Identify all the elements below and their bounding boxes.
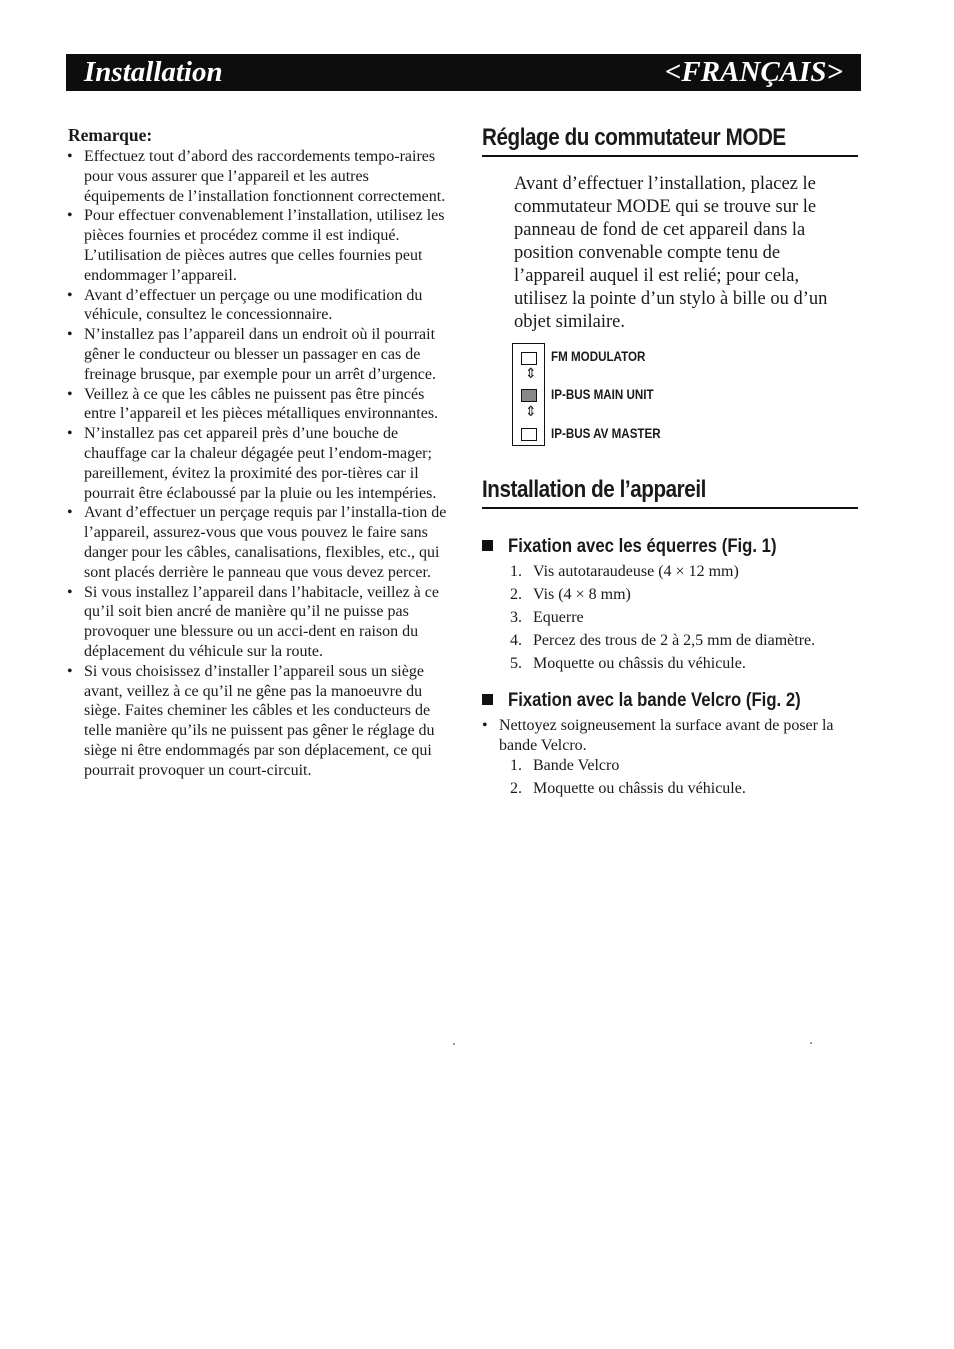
list-item: • Si vous choisissez d’installer l’appareil sous un siège avant, veillez à ce qu’il ne gêne pas la manoeuvre du siège. Faites cheminer les câbles et les conducteurs de telle manière qu’ils ne puissent pas gêner le réglage du siège ni être endommagés par son déplacement, ce qui pourrait provoquer un court-circuit.: [67, 662, 435, 779]
switch-position-box: [521, 352, 537, 365]
switch-label-ip-bus-av-master: IP-BUS AV MASTER: [551, 426, 661, 441]
header-bar: [66, 54, 861, 91]
mode-heading: Réglage du commutateur MODE: [482, 124, 858, 157]
list-item: 5. Moquette ou châssis du véhicule.: [510, 655, 746, 672]
install-heading: Installation de l’appareil: [482, 476, 858, 509]
list-item: 4. Percez des trous de 2 à 2,5 mm de diamètre.: [510, 632, 816, 649]
remarque-title: Remarque:: [68, 125, 153, 145]
list-item: 3. Equerre: [510, 609, 584, 626]
header-title: Installation: [84, 56, 223, 88]
list-item: • Veillez à ce que les câbles ne puissent pas être pincés entre l’appareil et les pièces métalliques environnantes.: [67, 385, 439, 423]
list-item: 1. Bande Velcro: [510, 757, 620, 774]
switch-label-fm-modulator: FM MODULATOR: [551, 349, 646, 364]
bullet-square-icon: [482, 694, 493, 705]
updown-arrow-icon: ⇕: [525, 404, 537, 420]
bullet-dot: •: [482, 717, 488, 734]
list-item: 2. Moquette ou châssis du véhicule.: [510, 780, 746, 797]
list-item: • Avant d’effectuer un perçage requis par l’installa-tion de l’appareil, assurez-vous que vous pouvez le faire sans danger pour les câbles, canalisations, flexibles, etc., qui sont placés derrière le panneau que vous devez percer.: [67, 504, 447, 581]
updown-arrow-icon: ⇕: [525, 366, 537, 382]
mode-intro: Avant d’effectuer l’installation, placez le commutateur MODE qui se trouve sur le panneau de fond de cet appareil dans la position convenable compte tenu de l’appareil auquel il est relié; pour cela, utilisez la pointe d’un stylo à bille ou d’un objet similaire.: [514, 174, 828, 332]
list-item: 2. Vis (4 × 8 mm): [510, 586, 631, 603]
scan-speck: [453, 1043, 455, 1045]
switch-position-box-selected: [521, 389, 537, 402]
remarque-list: [66, 147, 450, 781]
header-language: <FRANÇAIS>: [664, 56, 843, 88]
list-item: • Si vous installez l’appareil dans l’habitacle, veillez à ce qu’il soit bien ancré de manière qu’il ne puisse pas provoquer une blessure ou un acci-dent en raison du déplacement du véhicule sur la route.: [67, 583, 439, 660]
velcro-list: [510, 754, 746, 800]
list-item: • Avant d’effectuer un perçage ou une modification du véhicule, consultez le concessionnaire.: [67, 286, 423, 324]
list-item: • Pour effectuer convenablement l’installation, utilisez les pièces fournies et procédez comme il est indiqué. L’utilisation de pièces autres que celles fournies peut endommager l’appareil.: [67, 207, 445, 284]
scan-speck: [810, 1042, 812, 1044]
equerres-list: [510, 560, 815, 675]
list-item: • N’installez pas l’appareil dans un endroit où il pourrait gêner le conducteur ou blesser un passager en cas de freinage brusque, par exemple pour un arrêt d’urgence.: [67, 326, 436, 383]
list-item: • Effectuez tout d’abord des raccordements tempo-raires pour vous assurer que l’appareil et les autres équipements de l’installation fonctionnent correctement.: [67, 148, 446, 205]
subheading-velcro: Fixation avec la bande Velcro (Fig. 2): [482, 690, 841, 712]
mode-switch-diagram: [512, 343, 762, 448]
list-item: • N’installez pas cet appareil près d’une bouche de chauffage car la chaleur dégagée peut l’endom-mager; pareillement, évitez la proximité des por-tières car il pourrait être éclaboussé par la pluie ou les intempéries.: [67, 425, 437, 502]
list-item: 1. Vis autotaraudeuse (4 × 12 mm): [510, 563, 739, 580]
remarque-section: [66, 125, 450, 781]
bullet-square-icon: [482, 540, 493, 551]
switch-label-ip-bus-main-unit: IP-BUS MAIN UNIT: [551, 387, 654, 402]
subheading-equerres: Fixation avec les équerres (Fig. 1): [482, 536, 813, 558]
switch-position-box: [521, 428, 537, 441]
velcro-note: • Nettoyez soigneusement la surface avant de poser la bande Velcro.: [482, 717, 834, 754]
